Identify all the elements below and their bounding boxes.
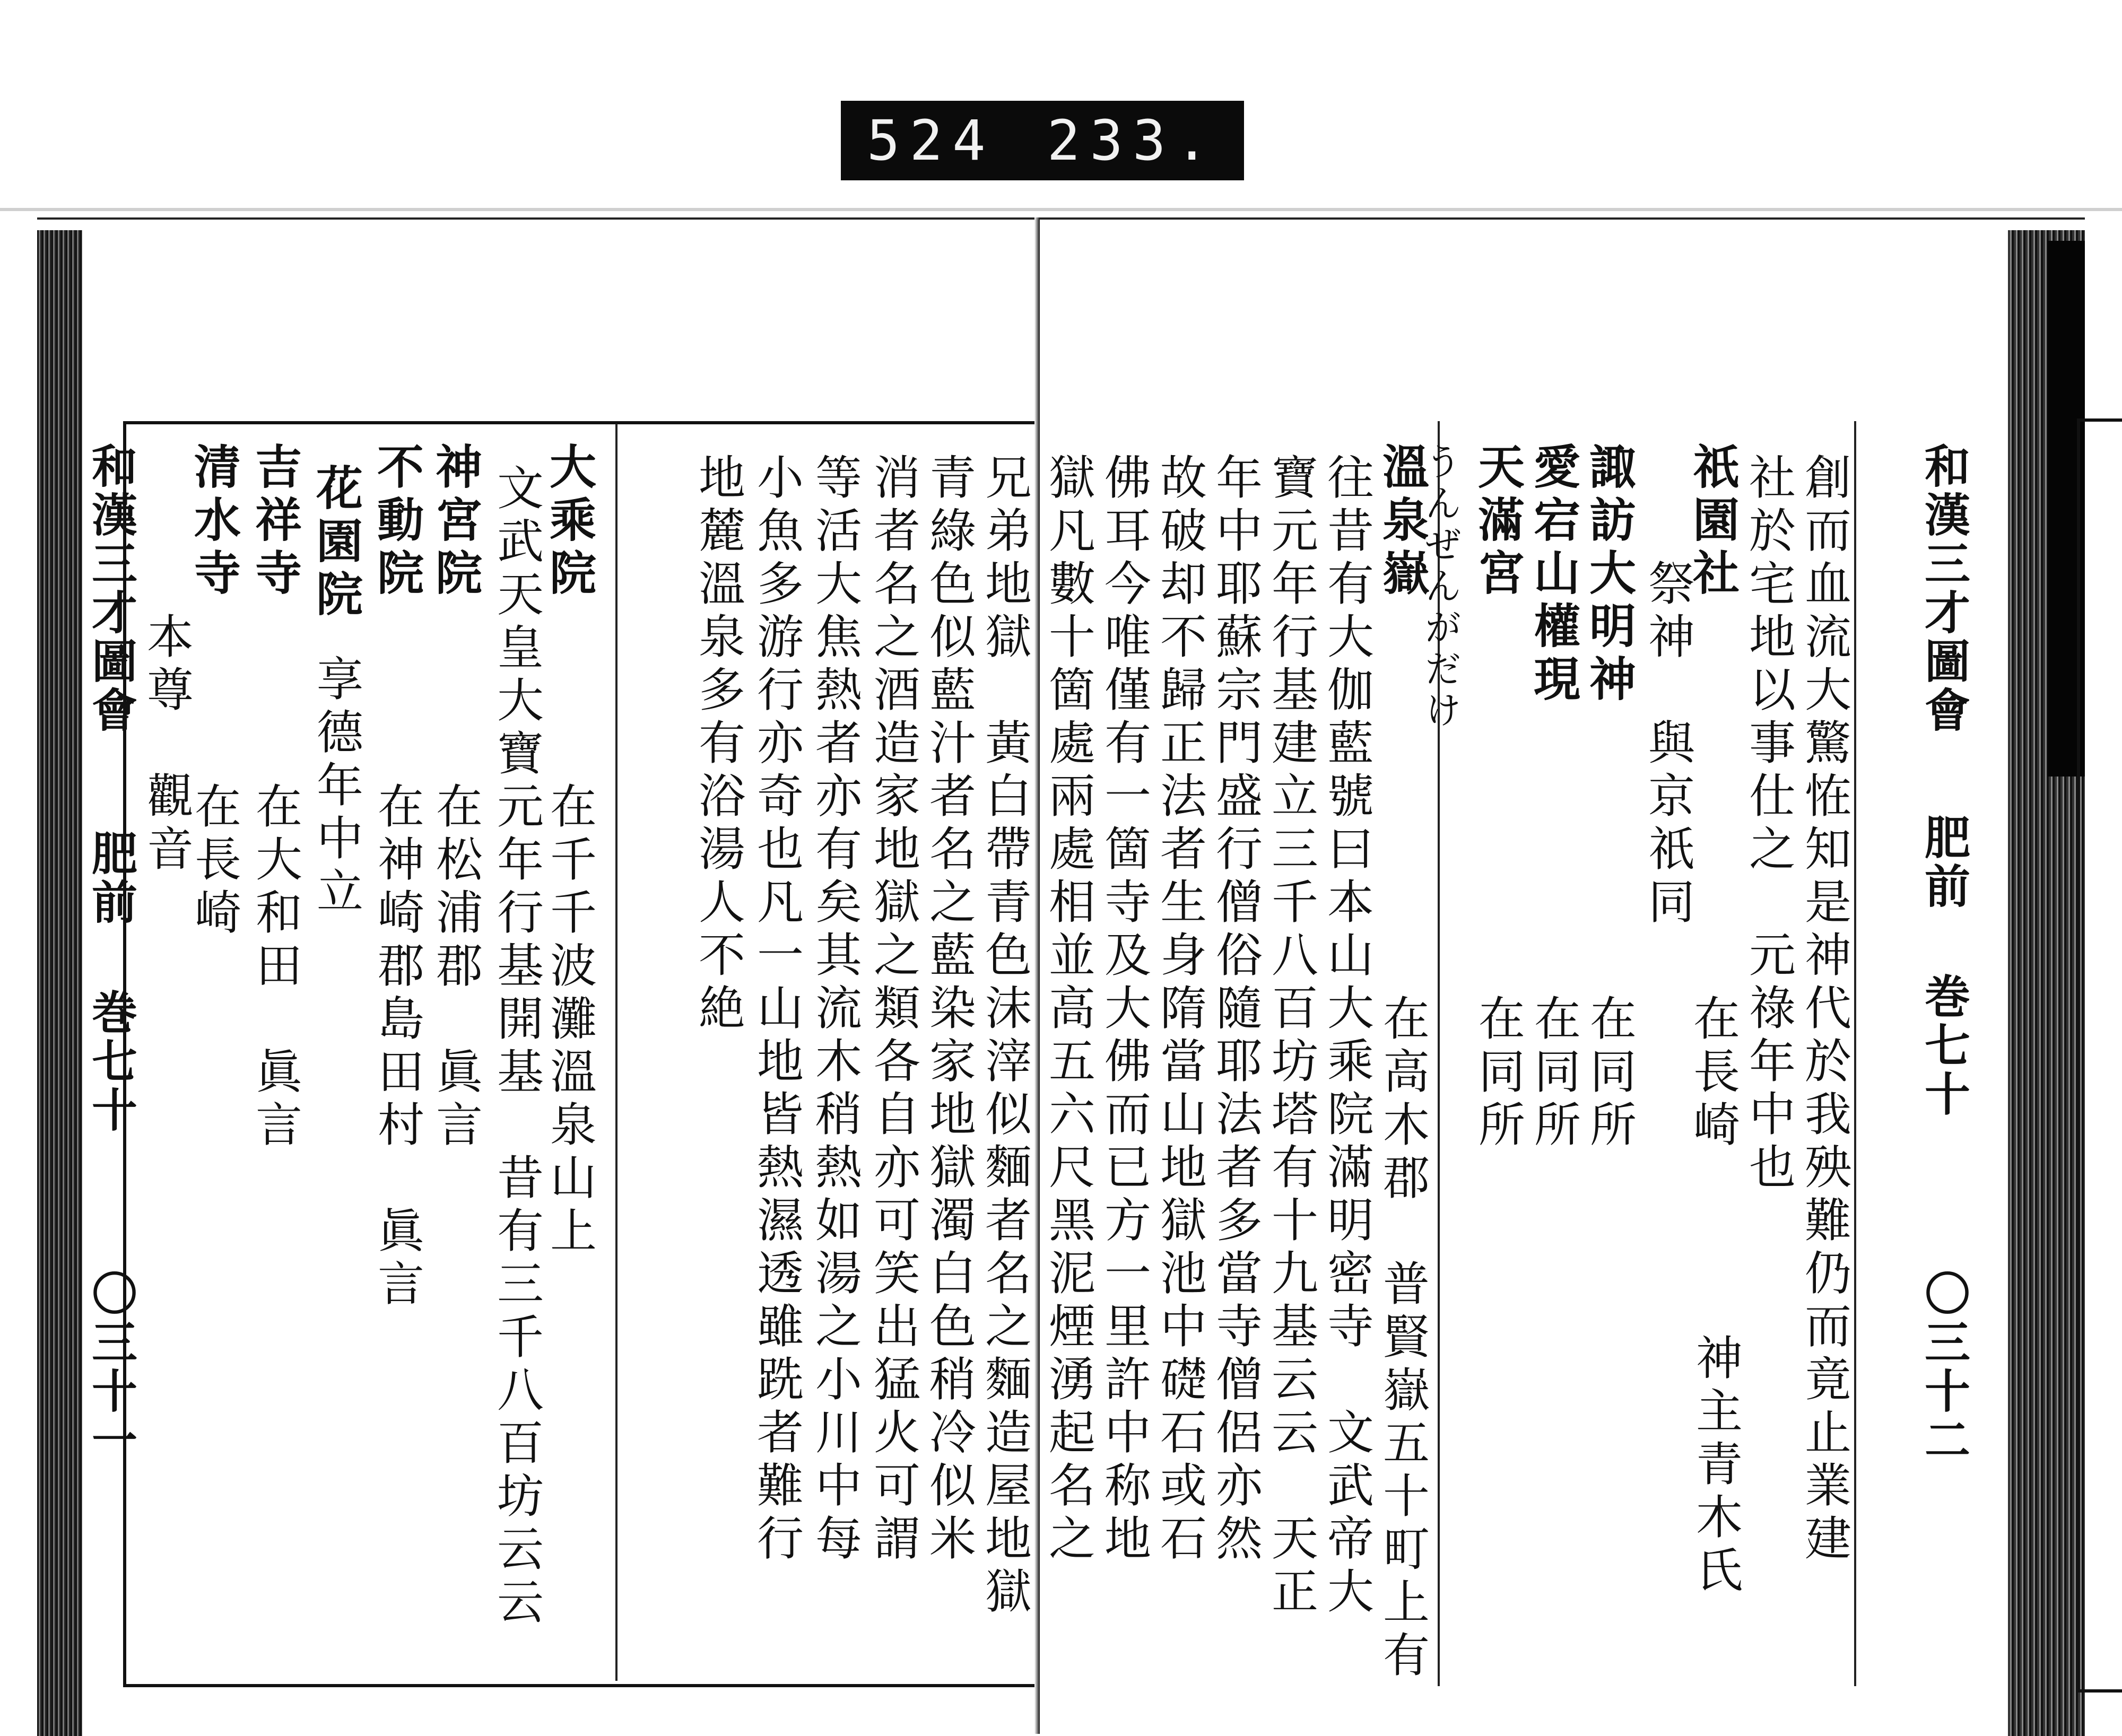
temple-location: 在千千波灘溫泉山上 — [543, 782, 597, 1259]
onsen-text-col: 往昔有大伽藍號曰本山大乘院滿明密寺 文武帝大 — [1320, 453, 1375, 1620]
left-margin-volume: 巻七十 — [84, 989, 137, 1135]
onsen-title: 溫泉嶽 — [1375, 442, 1430, 601]
onsen-text-col: 故破却不歸正法者生身隋當山地獄池中礎石或石 — [1153, 453, 1207, 1567]
shrine-priest: 神主青木氏 — [1689, 1333, 1743, 1599]
onsen-text-col: 寶元年行基建立三千八百坊塔有十九基云云 天正 — [1264, 453, 1319, 1620]
onsen-furigana: うんぜんがだけ — [1419, 442, 1462, 732]
right-text-frame — [2077, 418, 2122, 1693]
temple-location: 在大和田 眞言 — [248, 782, 303, 1153]
temple-name: 大乘院 — [542, 442, 597, 601]
temple-location: 享德年中立 — [309, 655, 364, 920]
scan-edge-line — [0, 208, 2122, 211]
temple-name: 清水寺 — [187, 442, 242, 601]
archive-number-right: 233. — [1047, 108, 1219, 173]
right-page — [1040, 217, 2085, 1736]
left-body-col-4: 等活大焦熱者亦有矣其流木稍熱如湯之小川中每 — [808, 453, 863, 1567]
left-body-col-1: 兄弟地獄 黃白帶青色沫滓似麵者名之麵造屋地獄 — [978, 453, 1032, 1620]
right-margin-volume: 巻七十 — [1917, 973, 1970, 1119]
shrine-location: 在長崎 — [1686, 994, 1741, 1153]
shrine-detail: 祭神 與京祇同 — [1641, 559, 1695, 930]
temple-detail: 文武天皇大寶元年行基開基 昔有三千八百坊云云 — [490, 464, 544, 1630]
left-body-col-6: 地麓溫泉多有浴湯人不絶 — [691, 453, 746, 1036]
temple-name: 不動院 — [370, 442, 425, 601]
temple-name: 吉祥寺 — [248, 442, 303, 601]
shrine-location: 在同所 — [1582, 994, 1637, 1153]
left-margin-folio: 〇三十一 — [84, 1270, 137, 1465]
right-margin-title: 和漢三才圖會 — [1917, 442, 1970, 735]
onsen-location: 在高木郡 普賢嶽五十町上有 — [1376, 994, 1430, 1683]
shrine-name: 天滿宮 — [1471, 442, 1526, 601]
temple-location: 在神崎郡島田村 眞言 — [370, 782, 425, 1312]
right-body-col-2: 社於宅地以事仕之 元祿年中也 — [1742, 453, 1796, 1196]
temple-name: 神宮院 — [428, 442, 483, 601]
left-margin-section: 肥前 — [84, 830, 137, 927]
shrine-location: 在同所 — [1471, 994, 1526, 1153]
shrine-location: 在同所 — [1527, 994, 1581, 1153]
right-margin-folio: 〇三十二 — [1917, 1270, 1970, 1465]
right-body-col-1: 創而血流大驚恠知是神代於我殃難仍而竟止業建 — [1797, 453, 1852, 1567]
temple-detail: 本尊 觀音 — [140, 612, 194, 877]
temple-name: 花園院 — [309, 464, 364, 623]
temple-location: 在松浦郡 眞言 — [429, 782, 483, 1153]
left-body-col-5: 小魚多游行亦奇也凡一山地皆熱濕透雖跣者難行 — [750, 453, 804, 1567]
left-section-rule — [615, 424, 618, 1681]
left-body-col-3: 消者名之酒造家地獄之類各自亦可笑出猛火可謂 — [866, 453, 921, 1567]
archive-label — [841, 101, 1244, 180]
right-margin-section: 肥前 — [1917, 814, 1970, 911]
onsen-text-col: 年中耶蘇宗門盛行僧俗隨耶法者多當寺僧侶亦然 — [1208, 453, 1263, 1567]
left-page-edge — [37, 230, 82, 1736]
left-margin-title: 和漢三才圖會 — [84, 442, 137, 735]
left-body-col-2: 青綠色似藍汁者名之藍染家地獄濁白色稍冷似米 — [922, 453, 977, 1567]
shrine-name: 愛宕山權現 — [1526, 442, 1581, 708]
archive-number-left: 524 — [866, 108, 995, 173]
shrine-name: 諏訪大明神 — [1582, 442, 1637, 708]
left-page — [37, 217, 1040, 1736]
onsen-text-col: 獄凡數十箇處兩處相並高五六尺黑泥煙湧起名之 — [1041, 453, 1096, 1567]
open-book — [37, 217, 2085, 1734]
temple-location: 在長崎 — [187, 782, 242, 941]
shrine-name: 祇園社 — [1685, 442, 1741, 601]
onsen-text-col: 佛耳今唯僅有一箇寺及大佛而已方一里許中称地 — [1097, 453, 1152, 1567]
right-section-rule — [1854, 421, 1856, 1686]
